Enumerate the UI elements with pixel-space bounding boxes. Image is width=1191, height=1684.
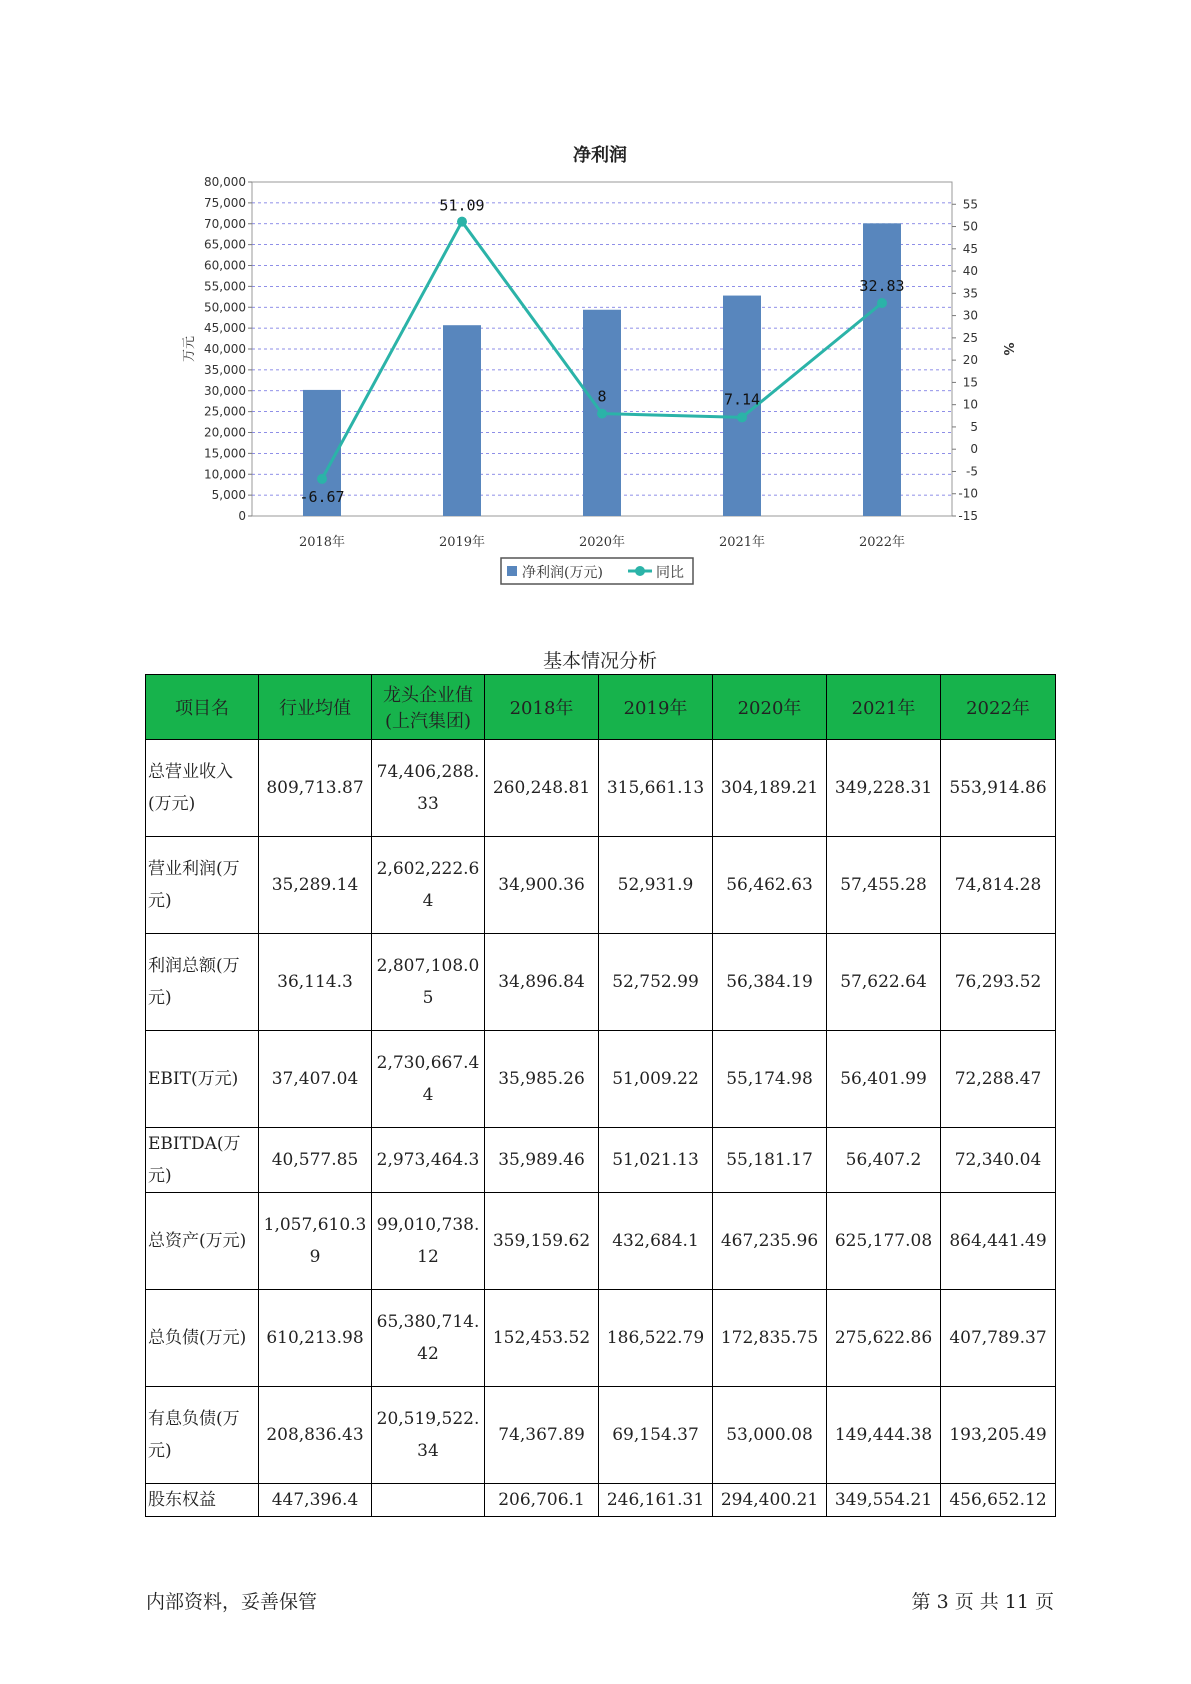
- table-cell: 52,752.99: [599, 934, 713, 1031]
- table-cell: 2,602,222.64: [372, 837, 485, 934]
- table-cell: 407,789.37: [941, 1290, 1056, 1387]
- table-cell: 35,989.46: [485, 1128, 599, 1193]
- table-cell: 186,522.79: [599, 1290, 713, 1387]
- table-cell: 553,914.86: [941, 740, 1056, 837]
- footer-confidential-note: 内部资料，妥善保管: [146, 1591, 318, 1613]
- table-row: [146, 1031, 1056, 1128]
- x-tick-label: 2022年: [858, 535, 906, 550]
- table-cell: 35,289.14: [259, 837, 372, 934]
- yoy-point: [457, 217, 467, 227]
- header-2021: 2021年: [827, 675, 941, 740]
- table-cell: 36,114.3: [259, 934, 372, 1031]
- yoy-data-label: -6.67: [299, 487, 345, 506]
- y2-tick-label: 20: [962, 353, 978, 368]
- y2-tick-label: 40: [962, 264, 978, 279]
- table-cell: 74,367.89: [485, 1387, 599, 1484]
- table-cell: 208,836.43: [259, 1387, 372, 1484]
- table-cell: 359,159.62: [485, 1193, 599, 1290]
- legend-bar-swatch: [507, 566, 517, 576]
- yoy-point: [317, 474, 327, 484]
- yoy-point: [877, 298, 887, 308]
- table-row: [146, 934, 1056, 1031]
- table-cell: 99,010,738.12: [372, 1193, 485, 1290]
- y2-tick-label: -5: [966, 464, 978, 479]
- y-tick-label: 55,000: [204, 279, 246, 294]
- y2-tick-label: 45: [962, 241, 978, 256]
- row-label: 利润总额(万元): [146, 934, 259, 1031]
- table-cell: 456,652.12: [941, 1484, 1056, 1517]
- row-label: 营业利润(万元): [146, 837, 259, 934]
- row-label: EBIT(万元): [146, 1031, 259, 1128]
- yoy-point: [597, 409, 607, 419]
- row-label: 总营业收入(万元): [146, 740, 259, 837]
- table-cell: 53,000.08: [713, 1387, 827, 1484]
- y-tick-label: 5,000: [211, 488, 246, 503]
- yoy-point: [737, 412, 747, 422]
- table-cell: [372, 1484, 485, 1517]
- yoy-data-label: 32.83: [859, 276, 905, 295]
- table-cell: 74,814.28: [941, 837, 1056, 934]
- table-cell: 2,973,464.3: [372, 1128, 485, 1193]
- row-label: 股东权益: [146, 1484, 259, 1517]
- y2-tick-label: 25: [962, 330, 978, 345]
- table-cell: 69,154.37: [599, 1387, 713, 1484]
- y-tick-label: 80,000: [204, 175, 246, 189]
- table-cell: 34,900.36: [485, 837, 599, 934]
- table-header-row: [146, 675, 1056, 740]
- legend-bar-label: 净利润(万元): [522, 565, 603, 581]
- table-cell: 864,441.49: [941, 1193, 1056, 1290]
- table-cell: 20,519,522.34: [372, 1387, 485, 1484]
- y2-tick-label: 30: [962, 308, 978, 323]
- y2-tick-label: 35: [962, 286, 978, 301]
- y2-axis-label: %: [1000, 342, 1015, 356]
- chart-title: 净利润: [573, 145, 627, 166]
- row-label: 总资产(万元): [146, 1193, 259, 1290]
- bar: [863, 223, 901, 516]
- table-cell: 152,453.52: [485, 1290, 599, 1387]
- y-tick-label: 15,000: [204, 446, 246, 461]
- table-cell: 349,554.21: [827, 1484, 941, 1517]
- footer-page-number: 第 3 页 共 11 页: [911, 1591, 1054, 1613]
- table-cell: 149,444.38: [827, 1387, 941, 1484]
- y-tick-label: 30,000: [204, 383, 246, 398]
- table-cell: 610,213.98: [259, 1290, 372, 1387]
- y2-tick-label: -15: [958, 509, 978, 523]
- yoy-data-label: 7.14: [723, 390, 761, 409]
- table-cell: 72,340.04: [941, 1128, 1056, 1193]
- table-cell: 57,455.28: [827, 837, 941, 934]
- y2-tick-label: -10: [958, 486, 978, 501]
- y-tick-label: 0: [238, 509, 246, 523]
- y2-tick-label: 5: [970, 419, 978, 434]
- y-tick-label: 35,000: [204, 362, 246, 377]
- legend-line-label: 同比: [656, 565, 684, 581]
- y-tick-label: 70,000: [204, 216, 246, 231]
- table-cell: 65,380,714.42: [372, 1290, 485, 1387]
- table-cell: 37,407.04: [259, 1031, 372, 1128]
- basic-analysis-table: [145, 674, 1056, 1517]
- table-cell: 193,205.49: [941, 1387, 1056, 1484]
- y-tick-label: 50,000: [204, 300, 246, 315]
- table-cell: 51,009.22: [599, 1031, 713, 1128]
- table-row: [146, 1193, 1056, 1290]
- y2-tick-label: 15: [962, 375, 978, 390]
- table-cell: 56,401.99: [827, 1031, 941, 1128]
- table-cell: 349,228.31: [827, 740, 941, 837]
- table-row: [146, 1128, 1056, 1193]
- table-row: [146, 1484, 1056, 1517]
- table-cell: 57,622.64: [827, 934, 941, 1031]
- x-tick-label: 2021年: [718, 535, 766, 550]
- table-cell: 40,577.85: [259, 1128, 372, 1193]
- table-row: [146, 837, 1056, 934]
- y-tick-label: 10,000: [204, 467, 246, 482]
- header-leader-value: 龙头企业值(上汽集团): [372, 675, 485, 740]
- table-cell: 56,384.19: [713, 934, 827, 1031]
- y-tick-label: 40,000: [204, 342, 246, 356]
- table-cell: 625,177.08: [827, 1193, 941, 1290]
- y-tick-label: 65,000: [204, 237, 246, 252]
- y-tick-label: 20,000: [204, 425, 246, 440]
- y2-tick-label: 10: [962, 397, 978, 412]
- x-tick-label: 2019年: [438, 535, 486, 550]
- header-industry-avg: 行业均值: [259, 675, 372, 740]
- table-row: [146, 1290, 1056, 1387]
- row-label: EBITDA(万元): [146, 1128, 259, 1193]
- table-cell: 432,684.1: [599, 1193, 713, 1290]
- table-cell: 294,400.21: [713, 1484, 827, 1517]
- table-cell: 447,396.4: [259, 1484, 372, 1517]
- table-caption: 基本情况分析: [542, 650, 657, 672]
- legend-line-marker: [635, 566, 645, 576]
- table-cell: 172,835.75: [713, 1290, 827, 1387]
- net-profit-chart: [0, 0, 1191, 610]
- table-cell: 275,622.86: [827, 1290, 941, 1387]
- x-tick-label: 2020年: [578, 535, 626, 550]
- table-cell: 809,713.87: [259, 740, 372, 837]
- table-cell: 2,807,108.05: [372, 934, 485, 1031]
- table-cell: 1,057,610.39: [259, 1193, 372, 1290]
- y2-tick-label: 0: [970, 442, 978, 457]
- row-label: 总负债(万元): [146, 1290, 259, 1387]
- x-tick-label: 2018年: [298, 535, 346, 550]
- header-2020: 2020年: [713, 675, 827, 740]
- table-cell: 315,661.13: [599, 740, 713, 837]
- y-tick-label: 75,000: [204, 195, 246, 210]
- table-cell: 72,288.47: [941, 1031, 1056, 1128]
- table-row: [146, 740, 1056, 837]
- y-tick-label: 60,000: [204, 258, 246, 273]
- table-cell: 56,462.63: [713, 837, 827, 934]
- table-cell: 246,161.31: [599, 1484, 713, 1517]
- table-cell: 35,985.26: [485, 1031, 599, 1128]
- bar: [443, 325, 481, 516]
- y-tick-label: 25,000: [204, 404, 246, 419]
- table-cell: 51,021.13: [599, 1128, 713, 1193]
- row-label: 有息负债(万元): [146, 1387, 259, 1484]
- header-2018: 2018年: [485, 675, 599, 740]
- table-cell: 52,931.9: [599, 837, 713, 934]
- table-cell: 34,896.84: [485, 934, 599, 1031]
- table-cell: 260,248.81: [485, 740, 599, 837]
- y2-tick-label: 50: [962, 219, 978, 234]
- header-item-name: 项目名: [146, 675, 259, 740]
- table-cell: 74,406,288.33: [372, 740, 485, 837]
- table-row: [146, 1387, 1056, 1484]
- header-2019: 2019年: [599, 675, 713, 740]
- y-axis-label: 万元: [182, 335, 197, 363]
- table-cell: 76,293.52: [941, 934, 1056, 1031]
- header-2022: 2022年: [941, 675, 1056, 740]
- table-cell: 467,235.96: [713, 1193, 827, 1290]
- table-cell: 55,181.17: [713, 1128, 827, 1193]
- table-cell: 206,706.1: [485, 1484, 599, 1517]
- table-cell: 56,407.2: [827, 1128, 941, 1193]
- table-cell: 304,189.21: [713, 740, 827, 837]
- y-tick-label: 45,000: [204, 321, 246, 336]
- y2-tick-label: 55: [962, 197, 978, 212]
- table-cell: 55,174.98: [713, 1031, 827, 1128]
- yoy-data-label: 51.09: [439, 196, 485, 215]
- yoy-data-label: 8: [597, 387, 607, 406]
- table-cell: 2,730,667.44: [372, 1031, 485, 1128]
